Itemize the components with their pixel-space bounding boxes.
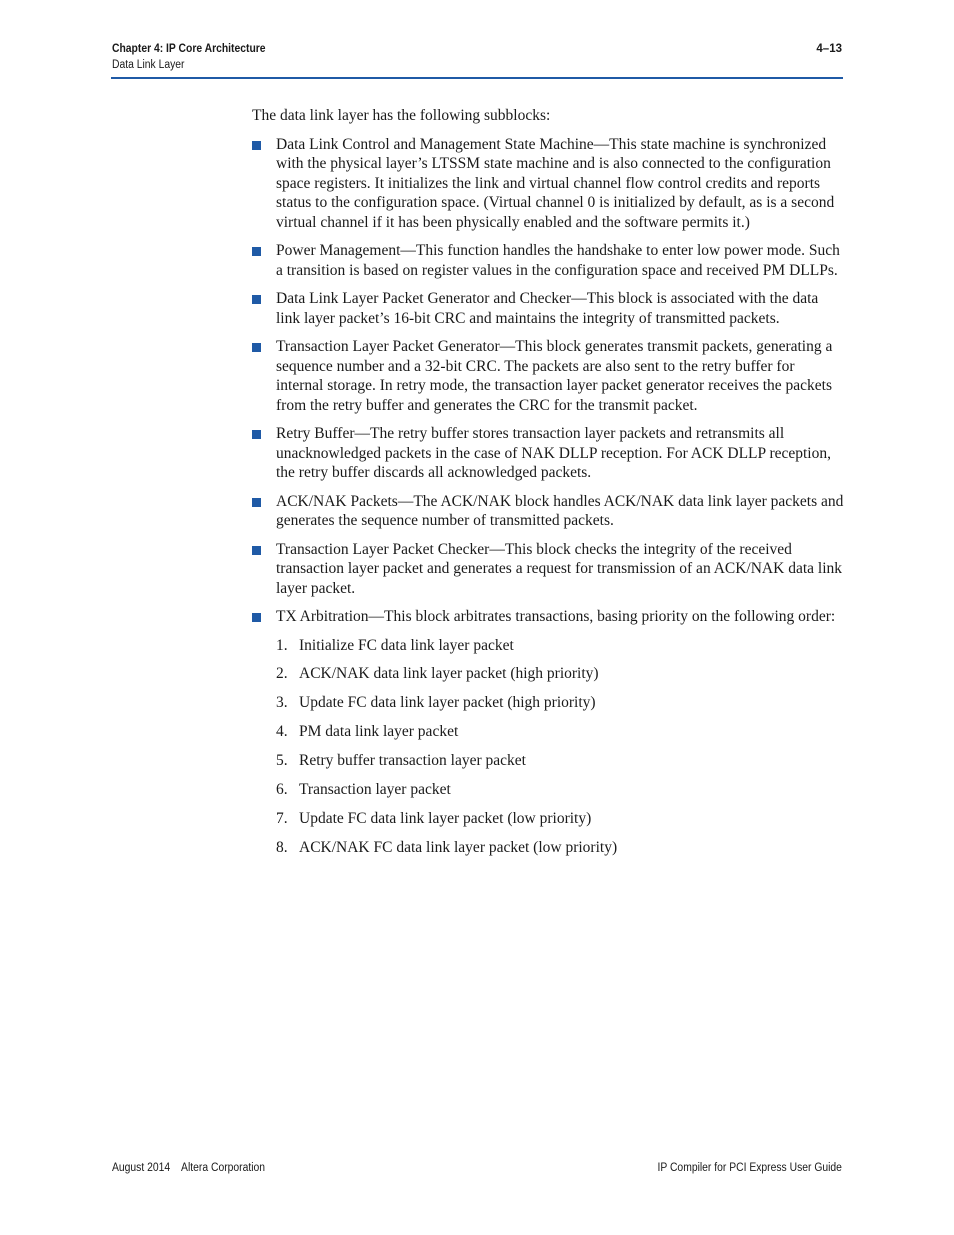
list-item bbox=[252, 540, 844, 599]
subblock-list bbox=[252, 135, 844, 627]
priority-text: Update FC data link layer packet (high priority) bbox=[299, 694, 596, 712]
priority-number: 8. bbox=[276, 838, 288, 856]
list-item bbox=[252, 241, 844, 280]
priority-item bbox=[276, 809, 844, 829]
list-item bbox=[252, 289, 844, 328]
square-bullet-icon bbox=[252, 546, 261, 555]
footer-document-title: IP Compiler for PCI Express User Guide bbox=[657, 1162, 842, 1174]
priority-item bbox=[276, 664, 844, 684]
page-body bbox=[252, 106, 844, 867]
list-item bbox=[252, 337, 844, 415]
priority-number: 4. bbox=[276, 723, 288, 741]
priority-number: 5. bbox=[276, 752, 288, 770]
list-item-text: Transaction Layer Packet Generator—This block generates transmit packets, generating a sequence number and a 32-bit CRC. The packets are also sent to the retry buffer for internal storage. In retry mode, the transaction layer packet generator receives the packets from the retry buffer and generates the CRC for the transmit packet. bbox=[276, 338, 833, 414]
list-item-text: Power Management—This function handles the handshake to enter low power mode. Such a transition is based on register values in the configuration space and received PM DLLPs. bbox=[276, 242, 840, 279]
list-item-text: Transaction Layer Packet Checker—This block checks the integrity of the received transaction layer packet and generates a request for transmission of an ACK/NAK data link layer packet. bbox=[276, 540, 842, 597]
square-bullet-icon bbox=[252, 247, 261, 256]
priority-text: Initialize FC data link layer packet bbox=[299, 636, 514, 654]
header-rule bbox=[111, 77, 843, 79]
priority-item bbox=[276, 693, 844, 713]
priority-item bbox=[276, 838, 844, 858]
square-bullet-icon bbox=[252, 343, 261, 352]
square-bullet-icon bbox=[252, 498, 261, 507]
priority-item bbox=[276, 780, 844, 800]
priority-text: Transaction layer packet bbox=[299, 780, 451, 798]
page-number: 4–13 bbox=[816, 43, 842, 55]
priority-number: 7. bbox=[276, 809, 288, 827]
section-title: Data Link Layer bbox=[112, 59, 185, 71]
priority-text: ACK/NAK FC data link layer packet (low priority) bbox=[299, 838, 618, 856]
priority-text: ACK/NAK data link layer packet (high priority) bbox=[299, 665, 599, 683]
priority-text: Update FC data link layer packet (low priority) bbox=[299, 809, 592, 827]
chapter-title: Chapter 4: IP Core Architecture bbox=[112, 43, 266, 55]
priority-item bbox=[276, 751, 844, 771]
list-item-text: Data Link Layer Packet Generator and Checker—This block is associated with the data link layer packet’s 16-bit CRC and maintains the integrity of transmitted packets. bbox=[276, 290, 819, 327]
square-bullet-icon bbox=[252, 613, 261, 622]
priority-number: 6. bbox=[276, 780, 288, 798]
priority-item bbox=[276, 636, 844, 656]
priority-number: 3. bbox=[276, 694, 288, 712]
priority-item bbox=[276, 722, 844, 742]
list-item-text: Retry Buffer—The retry buffer stores transaction layer packets and retransmits all unacknowledged packets in the case of NAK DLLP reception. For ACK DLLP reception, the retry buffer discards all acknowledged packets. bbox=[276, 425, 831, 481]
priority-text: PM data link layer packet bbox=[299, 723, 459, 741]
priority-number: 1. bbox=[276, 636, 288, 654]
square-bullet-icon bbox=[252, 430, 261, 439]
intro-paragraph: The data link layer has the following subblocks: bbox=[252, 107, 551, 124]
list-item bbox=[252, 492, 844, 531]
footer-date-company: August 2014 Altera Corporation bbox=[112, 1162, 266, 1174]
priority-list bbox=[252, 636, 844, 858]
square-bullet-icon bbox=[252, 295, 261, 304]
list-item-text: TX Arbitration—This block arbitrates transactions, basing priority on the following order: bbox=[276, 608, 836, 625]
list-item bbox=[252, 135, 844, 233]
list-item bbox=[252, 424, 844, 483]
list-item-text: Data Link Control and Management State Machine—This state machine is synchronized with the physical layer’s LTSSM state machine and is also connected to the configuration space registers. It initializes the link and virtual channel flow control credits and reports status to the configuration space. (Virtual channel 0 is initialized by default, as is a second virtual channel if it has been physically enabled and the software permits it.) bbox=[276, 135, 835, 231]
priority-number: 2. bbox=[276, 665, 288, 683]
square-bullet-icon bbox=[252, 141, 261, 150]
priority-text: Retry buffer transaction layer packet bbox=[299, 752, 526, 770]
list-item bbox=[252, 607, 844, 627]
list-item-text: ACK/NAK Packets—The ACK/NAK block handles ACK/NAK data link layer packets and generates the sequence number of transmitted packets. bbox=[276, 492, 844, 529]
